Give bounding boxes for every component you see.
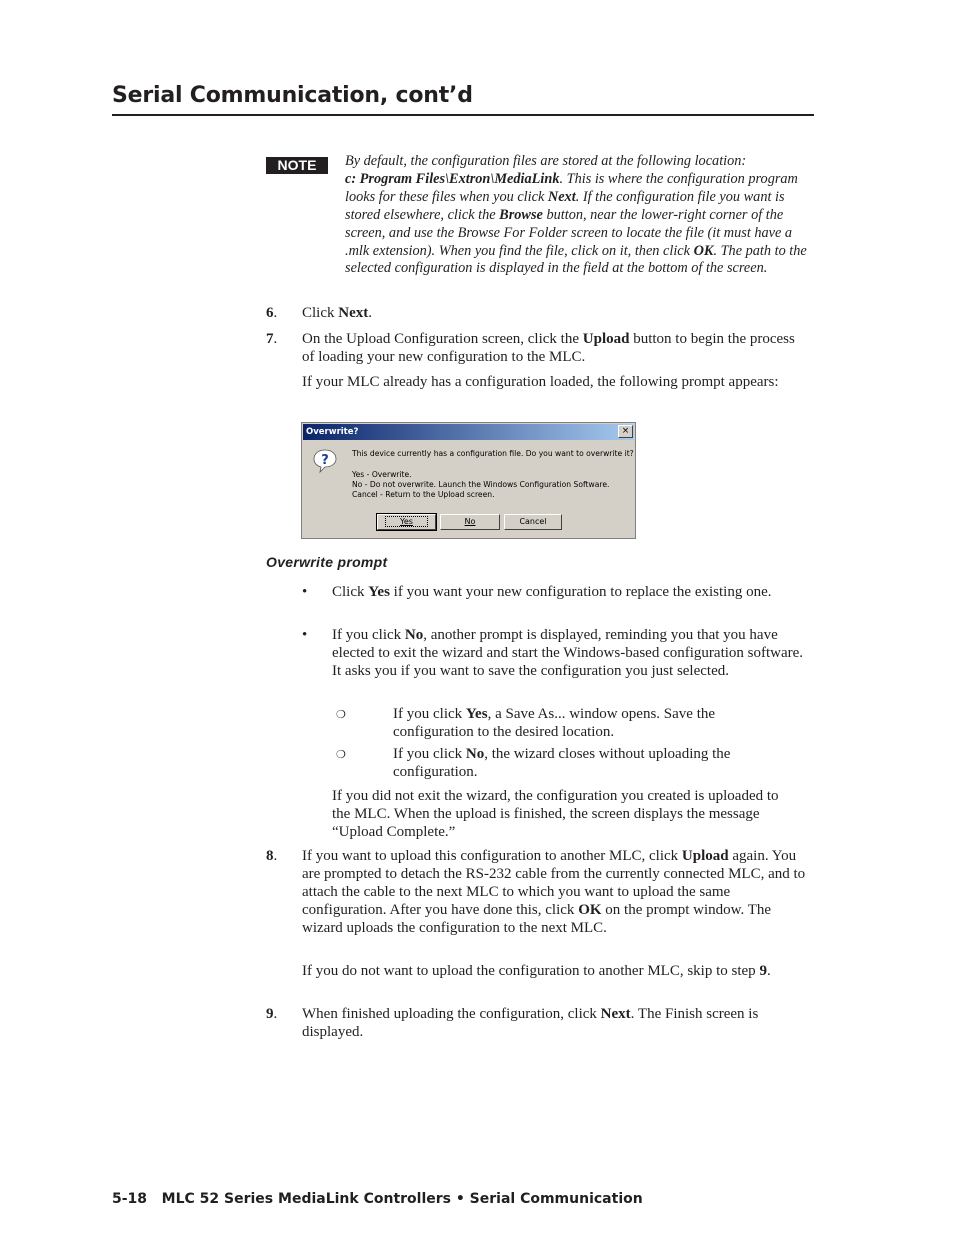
step-number: 6. [266,305,278,321]
dialog-title: Overwrite? [303,424,634,440]
bullet-no: If you click No, another prompt is displayed, reminding you that you have elected to exit the wizard and start the Windows-based configuration software. It asks you if you want to save the configuration you just selected. [332,627,804,679]
step-7-text: On the Upload Configuration screen, click the Upload button to begin the process of loading your new configuration to the MLC. [302,331,795,365]
sub-bullet-icon: ❍ [336,749,346,761]
title-rule [112,114,814,116]
step-8-text: If you want to upload this configuration to another MLC, click Upload again. You are prompted to detach the RS-232 cable from the currently connected MLC, and to attach the cable to the next MLC to which you want to upload the same configuration. After you have done this, click OK on the prompt window. The wizard uploads the configuration to the next MLC. [302,848,806,936]
dialog-options: Yes - Overwrite. No - Do not overwrite. Launch the Windows Configuration Software. Cancel - Return to the Upload screen. [352,470,610,500]
note-text: By default, the configuration files are stored at the following location: c: Program Files\Extron\MediaLink. This is where the configuration program looks for these files when you click Next. If the configuration file you want is stored elsewhere, click the Browse button, near the lower-right corner of the screen, and use the Browse For Folder screen to locate the file (it must have a .mlk extension). When you find the file, click on it, then click OK. The path to the selected configuration is displayed in the field at the bottom of the screen. [345,153,807,277]
question-icon [312,448,338,474]
step-number: 8. [266,848,278,864]
yes-button[interactable]: Yes [377,514,436,530]
bullet-yes: Click Yes if you want your new configuration to replace the existing one. [332,584,772,600]
step-number: 7. [266,331,278,347]
overwrite-dialog [301,422,636,539]
figure-caption: Overwrite prompt [266,554,388,570]
bullet-icon: • [302,584,308,600]
close-icon[interactable]: × [618,425,633,438]
step-9-text: When finished uploading the configuration, click Next. The Finish screen is displayed. [302,1006,759,1040]
footer-text: MLC 52 Series MediaLink Controllers • Serial Communication [161,1191,643,1207]
no-button[interactable]: No [440,514,500,530]
dialog-message: This device currently has a configuration file. Do you want to overwrite it? [352,449,634,458]
page-number: 5-18 [112,1191,148,1207]
sub-bullet-yes: If you click Yes, a Save As... window opens. Save the configuration to the desired location. [393,706,716,740]
page-title: Serial Communication, cont’d [112,83,473,108]
sub-bullet-no: If you click No, the wizard closes without uploading the configuration. [393,746,731,780]
bullet-followup: If you did not exit the wizard, the configuration you created is uploaded to the MLC. When the upload is finished, the screen displays the message “Upload Complete.” [332,788,779,840]
step-8-followup: If you do not want to upload the configuration to another MLC, skip to step 9. [302,963,771,979]
page-footer [112,1191,643,1207]
svg-text:?: ? [321,453,329,468]
step-7-followup: If your MLC already has a configuration loaded, the following prompt appears: [302,374,779,390]
cancel-button[interactable]: Cancel [504,514,562,530]
step-number: 9. [266,1006,278,1022]
step-6-text: Click Next. [302,305,372,321]
note-badge: NOTE [266,157,328,174]
sub-bullet-icon: ❍ [336,709,346,721]
bullet-icon: • [302,627,308,643]
